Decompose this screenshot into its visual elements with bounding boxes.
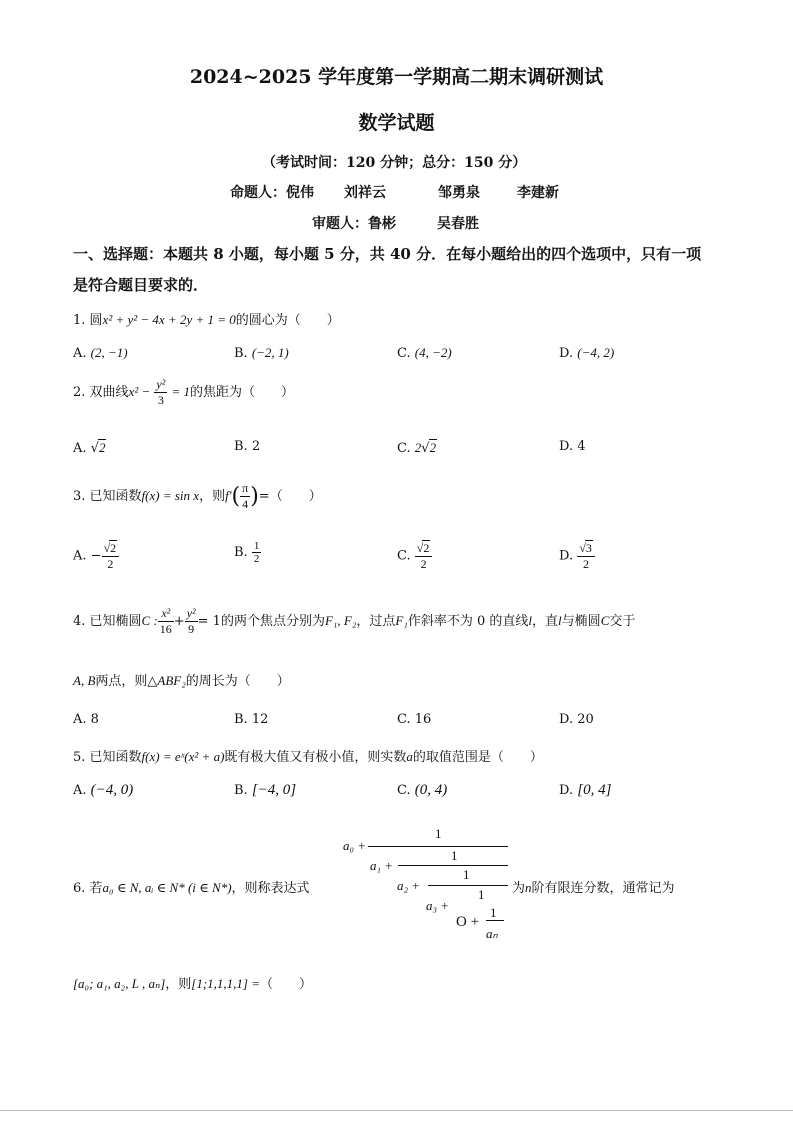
option-label: B.: [234, 545, 248, 560]
option-value: [−4, 0]: [251, 782, 297, 798]
question-text: 阶有限连分数，通常记为: [531, 881, 675, 896]
section-heading: 一、选择题：本题共 8 小题，每小题 5 分，共 40 分．在每小题给出的四个选项中，只有一项: [73, 245, 702, 263]
option-d[interactable]: [559, 439, 586, 454]
option-a[interactable]: A. 8: [73, 712, 99, 727]
author-name: 刘祥云: [344, 185, 386, 201]
question-text: ，则: [199, 489, 226, 504]
option-value: (−2, 1): [251, 345, 289, 360]
math-term: +: [173, 614, 185, 629]
question-text: ，过点: [356, 614, 396, 629]
denominator: 16: [159, 622, 172, 636]
math-expression: [1;1,1,1,1] =: [191, 976, 261, 991]
math-term: = 1: [171, 384, 190, 399]
option-d[interactable]: [559, 782, 611, 799]
question-text: ，则称表达式: [231, 881, 310, 896]
option-label: B.: [234, 783, 248, 798]
math-expression: x² + y² − 4x + 2y + 1 = 0: [102, 312, 236, 327]
option-c[interactable]: [397, 782, 447, 799]
option-value: (−4, 2): [577, 345, 615, 360]
numerator: 2: [423, 541, 430, 555]
math-term: C: [600, 613, 610, 628]
math-term: △ABF₂: [147, 673, 186, 688]
option-value: (−4, 0): [90, 782, 134, 798]
cf-term: a₃ +: [426, 898, 450, 913]
math-expression: f(x) = eˣ(x² + a): [141, 749, 225, 764]
numerator: 2: [110, 541, 117, 555]
option-d[interactable]: D. $\frac{√3}{2}$: [559, 540, 595, 572]
denominator: 3: [157, 393, 164, 407]
math-term: l: [528, 613, 533, 628]
math-term: F₁: [395, 613, 408, 628]
question-text: 作斜率不为 0 的直线: [407, 614, 529, 629]
math-term: x² −: [128, 384, 151, 399]
author-name: 李建新: [517, 185, 559, 201]
option-label: B. 2: [234, 439, 261, 454]
question-tail: 的取值范围是（ ）: [412, 750, 543, 765]
question-text: ，则: [165, 977, 192, 992]
option-d[interactable]: D. 20: [559, 712, 594, 727]
coefficient: 2: [414, 440, 422, 455]
math-term: l: [558, 613, 562, 628]
option-b[interactable]: [234, 782, 296, 799]
cf-term: a₁ +: [370, 858, 394, 873]
author-name: 邹勇泉: [438, 185, 480, 201]
cf-numerator: 1: [478, 887, 485, 902]
option-label: C.: [397, 346, 411, 361]
option-a[interactable]: A. √2: [73, 440, 106, 456]
cf-bar: [428, 885, 508, 886]
cf-numerator: 1: [490, 905, 497, 920]
sign: −: [90, 548, 102, 564]
option-value: 2: [98, 440, 106, 455]
question-text: 为: [512, 881, 526, 896]
denominator: 4: [242, 497, 249, 511]
cf-term: a₂ +: [397, 878, 421, 893]
option-c[interactable]: [397, 345, 452, 361]
authors-label: 命题人：倪伟: [230, 185, 314, 201]
question-number: 6. 若: [73, 881, 103, 896]
cf-ellipsis: O +: [456, 914, 480, 930]
math-term: C :: [141, 613, 158, 628]
question-text: 既有极大值又有极小值，则实数: [224, 750, 407, 765]
question-6: [73, 877, 310, 896]
question-text: 与椭圆: [561, 614, 601, 629]
numerator: π: [242, 481, 249, 495]
option-value: 2: [429, 440, 437, 455]
option-value: (4, −2): [414, 345, 452, 360]
question-text: 的两个焦点分别为: [220, 614, 325, 629]
question-4: [73, 606, 635, 637]
reviewer-name: 吴春胜: [437, 216, 479, 232]
cf-bar: [368, 846, 508, 847]
question-6-tail: [512, 877, 675, 896]
option-a[interactable]: [73, 782, 133, 799]
math-term: A, B: [73, 673, 96, 688]
option-c[interactable]: C. 2√2: [397, 440, 437, 456]
math-term: a: [406, 749, 413, 764]
math-expression: a₀ ∈ N, aᵢ ∈ N* (i ∈ N*): [102, 880, 232, 895]
question-tail: 的圆心为（ ）: [235, 313, 340, 328]
math-term: n: [525, 880, 532, 895]
question-tail: 的周长为（ ）: [185, 674, 290, 689]
option-label: A.: [73, 441, 87, 456]
option-label: D.: [559, 548, 574, 564]
numerator: 3: [585, 541, 592, 555]
question-number: 5. 已知函数: [73, 750, 142, 765]
option-b[interactable]: B. 12: [234, 712, 269, 727]
question-6-cont: [73, 973, 312, 992]
question-number: 1. 圆: [73, 313, 103, 328]
question-number: 4. 已知椭圆: [73, 614, 142, 629]
numerator: y²: [186, 606, 196, 620]
numerator: y²: [156, 377, 166, 391]
question-text: 两点，则: [95, 674, 148, 689]
question-4-cont: [73, 670, 290, 689]
option-d[interactable]: [559, 345, 614, 361]
option-c[interactable]: C. $\frac{√2}{2}$: [397, 540, 432, 572]
denominator: 2: [420, 557, 427, 571]
question-text: 交于: [609, 614, 636, 629]
question-number: 3. 已知函数: [73, 489, 142, 504]
denominator: 2: [253, 553, 260, 565]
option-label: A.: [73, 783, 87, 798]
section-heading-cont: 是符合题目要求的．: [73, 276, 209, 294]
option-label: A.: [73, 548, 87, 564]
denominator: 2: [583, 557, 590, 571]
option-label: C.: [397, 548, 411, 564]
question-1: [73, 309, 340, 328]
cf-numerator: 1: [463, 867, 470, 882]
question-3: 3. 已知函数f(x) = sin x，则f′( $\frac{\pi}{4}$ )=（ ）: [73, 481, 322, 511]
cf-term: aₙ: [486, 926, 498, 941]
math-expression: f(x) = sin x: [141, 488, 200, 503]
option-b[interactable]: [234, 439, 260, 454]
page-title: 2024~2025 学年度第一学期高二期末调研测试: [189, 66, 604, 88]
question-2: [73, 377, 294, 408]
option-label: B.: [234, 346, 248, 361]
option-b[interactable]: [234, 345, 289, 361]
option-label: C.: [397, 783, 411, 798]
option-value: [0, 4]: [577, 782, 612, 798]
question-tail: 的焦距为（ ）: [190, 385, 295, 400]
option-c[interactable]: C. 16: [397, 712, 432, 727]
option-value: (2, −1): [90, 345, 128, 360]
question-text: ，直: [532, 614, 559, 629]
question-tail: （ ）: [260, 977, 313, 992]
question-5: [73, 746, 543, 765]
question-tail: =（ ）: [258, 489, 322, 504]
option-label: D. 4: [559, 439, 586, 454]
reviewers-label: 审题人：鲁彬: [312, 216, 396, 232]
numerator: 1: [253, 540, 260, 552]
option-label: D.: [559, 783, 574, 798]
option-b[interactable]: [234, 540, 261, 565]
option-a[interactable]: A. − $\frac{√2}{2}$: [73, 540, 119, 572]
cf-bar: [486, 920, 504, 921]
math-expression: [a₀; a₁, a₂, L , aₙ]: [73, 976, 166, 991]
cf-numerator: 1: [435, 826, 442, 841]
denominator: 9: [188, 622, 195, 636]
denominator: 2: [107, 557, 114, 571]
fraction: [240, 481, 250, 512]
math-term: = 1: [197, 614, 221, 629]
cf-numerator: 1: [451, 848, 458, 863]
page-bottom-rule: [0, 1110, 793, 1111]
option-a[interactable]: [73, 345, 128, 361]
math-term: F₁, F₂: [324, 613, 357, 628]
numerator: x²: [158, 606, 174, 622]
option-label: C.: [397, 441, 411, 456]
math-term: f′: [225, 488, 232, 503]
fraction: [154, 377, 167, 408]
question-number: 2. 双曲线: [73, 385, 129, 400]
option-label: D.: [559, 346, 574, 361]
cf-term: a₀ +: [343, 838, 367, 853]
subject-title: 数学试题: [358, 112, 435, 134]
option-label: A.: [73, 346, 87, 361]
cf-bar: [398, 865, 508, 866]
exam-info: （考试时间：120 分钟；总分：150 分）: [262, 155, 527, 171]
option-value: (0, 4): [414, 782, 448, 798]
